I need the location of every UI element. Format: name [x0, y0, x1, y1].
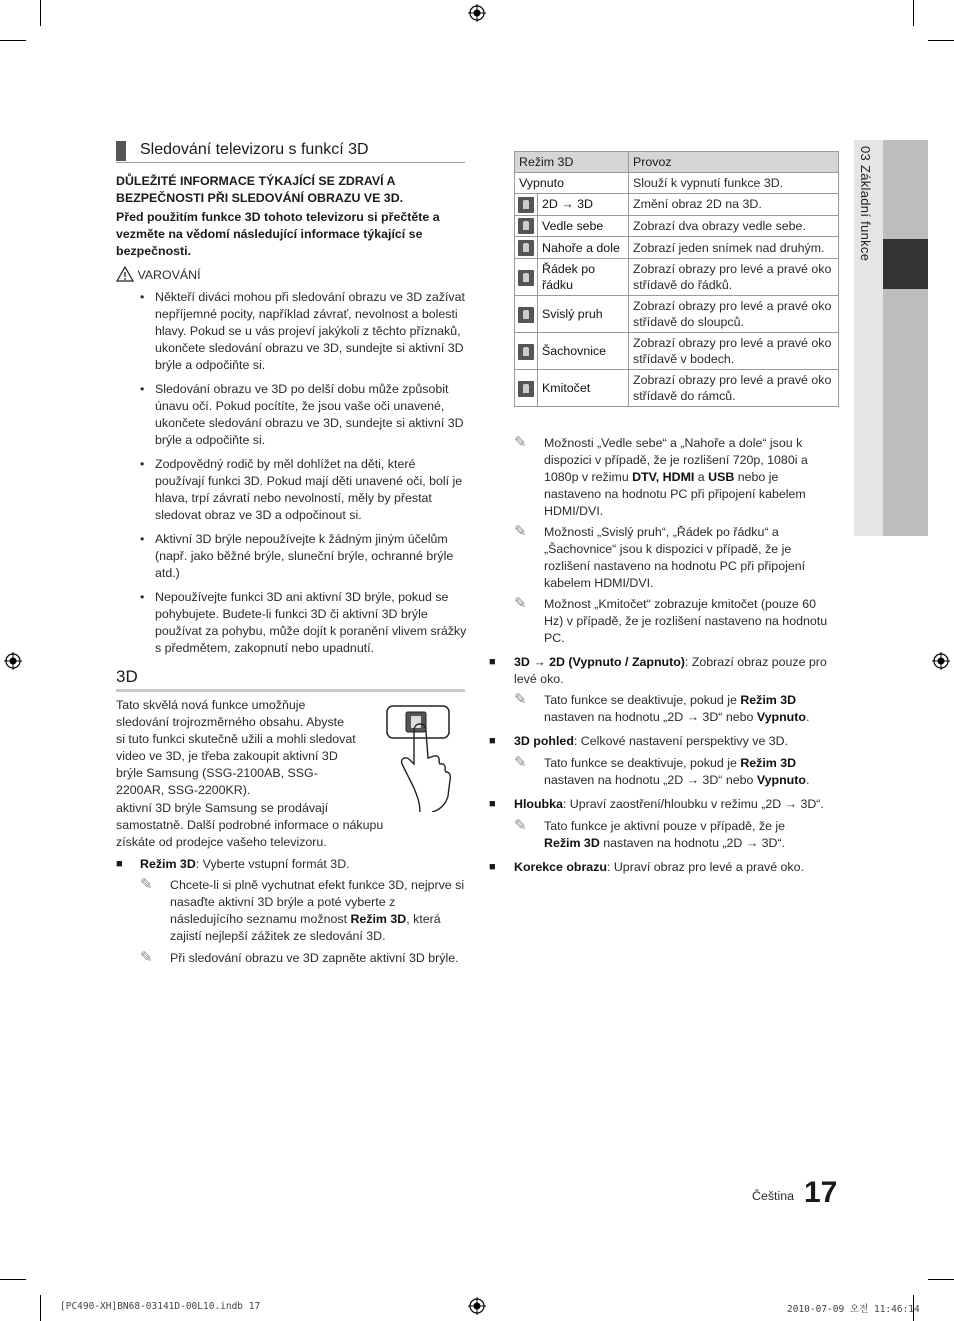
note-frequency: Možnost „Kmitočet“ zobrazuje kmitočet (pouze 60 Hz) v případě, že je rozlišení nastaveno na hodnotu PC. — [544, 597, 828, 645]
safety-intro: Před použitím funkce 3D tohoto televizoru si přečtěte a vezměte na vědomí následující informace týkající se bezpečnosti. — [116, 210, 440, 258]
table-cell-icon — [515, 333, 538, 370]
note-text: Tato funkce se deaktivuje, pokud je — [544, 693, 741, 707]
item-text: : Zobrazí obraz pouze pro levé oko. — [514, 655, 827, 686]
item-text: : Celkové nastavení perspektivy ve 3D. — [573, 734, 789, 748]
note-pencil-icon: ✎ — [140, 876, 153, 893]
section-title — [116, 139, 465, 163]
note-text: a — [694, 470, 709, 484]
note-text: Tato funkce je aktivní pouze v případě, že je — [544, 819, 786, 833]
note-text: nastaven na hodnotu „2D → 3D“ nebo — [544, 710, 757, 724]
registration-mark-icon — [4, 652, 22, 670]
crop-mark — [928, 40, 954, 41]
note-text: . — [805, 773, 810, 787]
chapter-tab-label: 03 Základní funkce — [858, 146, 873, 262]
table-row — [515, 194, 839, 216]
item-3d-view — [514, 733, 834, 750]
table-row — [515, 296, 839, 333]
item-depth — [514, 796, 844, 813]
footer-language: Čeština — [752, 1189, 795, 1203]
note-pencil-icon: ✎ — [514, 523, 527, 540]
note-text: nebo je nastaveno na hodnotu PC při připojení kabelem HDMI/DVI. — [544, 470, 806, 518]
important-heading: DŮLEŽITÉ INFORMACE TÝKAJÍCÍ SE ZDRAVÍ A BEZPEČNOSTI PŘI SLEDOVÁNÍ OBRAZU VE 3D. — [116, 174, 404, 205]
note-text: Chcete-li si plně vychutnat efekt funkce 3D, nejprve si nasaďte aktivní 3D brýle a poté vyberte z následujícího seznamu možnost — [170, 878, 465, 926]
item-text: : Upraví zaostření/hloubku v režimu „2D → 3D“. — [562, 797, 824, 811]
note-bold: Vypnuto — [756, 773, 806, 787]
table-cell-mode: 2D → 3D — [538, 194, 629, 216]
bullet-square-icon: ■ — [116, 858, 123, 870]
table-cell-desc: Zobrazí dva obrazy vedle sebe. — [629, 215, 839, 237]
bullet-square-icon: ■ — [489, 735, 496, 747]
frequency-icon — [518, 381, 534, 397]
table-cell-icon — [515, 259, 538, 296]
table-cell-icon — [515, 296, 538, 333]
item-text: : Upraví obraz pro levé a pravé oko. — [606, 860, 804, 874]
registration-mark-icon — [932, 652, 950, 670]
table-cell-desc: Změní obraz 2D na 3D. — [629, 194, 839, 216]
table-row — [515, 215, 839, 237]
table-cell-mode: Nahoře a dole — [538, 237, 629, 259]
table-cell-desc: Zobrazí obrazy pro levé a pravé oko střídavě do řádků. — [629, 259, 839, 296]
mode-3d-line — [140, 856, 460, 873]
paragraph-3d-glasses: aktivní 3D brýle Samsung se prodávají samostatně. Další podrobné informace o nákupu získáte od prodejce vašeho televizoru. — [116, 801, 384, 849]
bullet-square-icon: ■ — [489, 798, 496, 810]
item-picture-correction — [514, 859, 834, 876]
section-title-text: Sledování televizoru s funkcí 3D — [140, 141, 369, 158]
section-title-bar — [116, 141, 126, 161]
table-cell-icon — [515, 194, 538, 216]
note-side-by-side — [544, 435, 830, 520]
list-item: • Sledování obrazu ve 3D po delší dobu může způsobit únavu očí. Pokud pocítíte, že jsou vaše oči unavené, ukončete sledování obrazu ve 3D, sundejte si aktivní 3D brýle a odpočiňte si. — [140, 381, 468, 449]
note-deactivate — [544, 692, 834, 726]
note-text: Možnosti „Vedle sebe“ a „Nahoře a dole“ jsou k dispozici v případě, že je rozlišení 720p, 1080i a 1080p v režimu — [544, 436, 808, 484]
table-cell-mode: Kmitočet — [538, 370, 629, 407]
list-item: • Aktivní 3D brýle nepoužívejte k žádným jiným účelům (např. jako běžné brýle, sluneční brýle, ochranné brýle atd.) — [140, 531, 468, 582]
table-row — [515, 173, 839, 194]
table-cell-mode: Svislý pruh — [538, 296, 629, 333]
item-3d-to-2d — [514, 654, 834, 688]
note-text: , která zajistí nejlepší zážitek ze sledování 3D. — [170, 912, 441, 943]
list-item: • Nepoužívejte funkci 3D ani aktivní 3D brýle, pokud se pohybujete. Budete-li funkci 3D či aktivní 3D brýle používat za pohybu, může dojít k poranění vlivem srážky s předmětem, zakopnutí nebo upadnutí. — [140, 589, 468, 657]
note-deactivate — [544, 755, 834, 789]
note-bold: Režim 3D — [544, 836, 600, 850]
crop-mark — [40, 1295, 41, 1321]
item-label: Hloubka — [514, 797, 563, 811]
crop-mark — [913, 0, 914, 26]
note-glasses-tip — [170, 877, 465, 945]
table-header-row — [515, 152, 839, 173]
mode-2d-3d-icon — [518, 197, 534, 213]
note-depth-active — [544, 818, 814, 852]
note-text: . — [805, 710, 810, 724]
table-cell-desc: Slouží k vypnutí funkce 3D. — [629, 173, 839, 194]
mode-3d-table — [514, 151, 839, 407]
table-cell-icon — [515, 215, 538, 237]
note-bold: DTV, HDMI — [632, 470, 695, 484]
item-label: 3D → 2D (Vypnuto / Zapnuto) — [514, 655, 685, 669]
line-by-line-icon — [518, 270, 534, 286]
note-pencil-icon: ✎ — [514, 595, 527, 612]
table-cell-mode: Řádek po řádku — [538, 259, 629, 296]
heading-3d: 3D — [116, 667, 465, 692]
list-item: • Někteří diváci mohou při sledování obrazu ve 3D zažívat nepříjemné pocity, například závrať, nevolnost a bolesti hlavy. Pokud se u vás projeví jakýkoli z těchto příznaků, ukončete sledování obrazu ve 3D, sundejte si aktivní 3D brýle a odpočiňte si. — [140, 289, 468, 374]
table-row — [515, 333, 839, 370]
note-pencil-icon: ✎ — [514, 817, 527, 834]
vertical-stripe-icon — [518, 307, 534, 323]
side-by-side-icon — [518, 218, 534, 234]
print-file-info: [PC490-XH]BN68-03141D-00L10.indb 17 — [60, 1301, 261, 1312]
note-pencil-icon: ✎ — [140, 949, 153, 966]
note-pencil-icon: ✎ — [514, 691, 527, 708]
table-header-cell: Provoz — [629, 152, 839, 173]
crop-mark — [928, 1279, 954, 1280]
table-cell-desc: Zobrazí obrazy pro levé a pravé oko střídavě v bodech. — [629, 333, 839, 370]
table-row — [515, 259, 839, 296]
top-bottom-icon — [518, 240, 534, 256]
warning-list — [140, 289, 468, 664]
note-bold: USB — [708, 470, 735, 484]
note-turn-on-glasses: Při sledování obrazu ve 3D zapněte aktivní 3D brýle. — [170, 951, 459, 965]
note-bold: Vypnuto — [756, 710, 806, 724]
registration-mark-icon — [468, 1297, 486, 1315]
bullet-square-icon: ■ — [489, 656, 496, 668]
table-cell-mode: Vypnuto — [515, 173, 629, 194]
crop-mark — [0, 1279, 26, 1280]
note-text: nastaven na hodnotu „2D → 3D“. — [599, 836, 786, 850]
table-row — [515, 237, 839, 259]
chapter-tab-strip — [883, 140, 928, 536]
note-bold: Režim 3D — [740, 693, 797, 707]
warning-triangle-icon — [116, 266, 134, 282]
note-pencil-icon: ✎ — [514, 434, 527, 451]
warning-label: VAROVÁNÍ — [137, 268, 201, 282]
registration-mark-icon — [468, 4, 486, 22]
page-number: 17 — [804, 1176, 838, 1209]
item-label: Korekce obrazu — [514, 860, 607, 874]
paragraph-3d-intro: Tato skvělá nová funkce umožňuje sledování trojrozměrného obsahu. Abyste si tuto funkci skutečně užili a mohli sledovat video ve 3D, je třeba zakoupit aktivní 3D brýle Samsung (SSG-2100AB, SSG-2200AR, SSG-2200KR). — [116, 698, 356, 797]
bullet-square-icon: ■ — [489, 861, 496, 873]
table-cell-icon — [515, 370, 538, 407]
note-bold: Režim 3D — [740, 756, 797, 770]
table-row — [515, 370, 839, 407]
mode-3d-label: Režim 3D — [140, 857, 196, 871]
table-cell-desc: Zobrazí obrazy pro levé a pravé oko střídavě do rámců. — [629, 370, 839, 407]
note-mode-label: Režim 3D — [350, 912, 407, 926]
table-header-cell: Režim 3D — [515, 152, 629, 173]
item-label: 3D pohled — [514, 734, 574, 748]
note-text: nastaven na hodnotu „2D → 3D“ nebo — [544, 773, 757, 787]
note-text: Tato funkce se deaktivuje, pokud je — [544, 756, 741, 770]
checker-board-icon — [518, 344, 534, 360]
warning-line — [116, 266, 201, 284]
chapter-tab-marker — [883, 239, 928, 289]
note-vertical-stripe: Možnosti „Svislý pruh“, „Řádek po řádku“ a „Šachovnice“ jsou k dispozici v případě, že je rozlišení nastaveno na hodnotu PC při připojení kabelem HDMI/DVI. — [544, 525, 806, 590]
crop-mark — [0, 40, 26, 41]
note-pencil-icon: ✎ — [514, 754, 527, 771]
remote-hand-icon — [384, 700, 454, 812]
table-cell-icon — [515, 237, 538, 259]
table-cell-mode: Šachovnice — [538, 333, 629, 370]
table-cell-mode: Vedle sebe — [538, 215, 629, 237]
table-cell-desc: Zobrazí jeden snímek nad druhým. — [629, 237, 839, 259]
table-cell-desc: Zobrazí obrazy pro levé a pravé oko střídavě do sloupců. — [629, 296, 839, 333]
print-timestamp: 2010-07-09 오전 11:46:14 — [787, 1304, 920, 1315]
list-item: • Zodpovědný rodič by měl dohlížet na děti, které používají funkci 3D. Pokud mají děti unavené oči, bolí je hlava, trpí závratí nebo nevolností, měly by přestat sledovat obraz ve 3D a odpočinout si. — [140, 456, 468, 524]
crop-mark — [40, 0, 41, 26]
mode-3d-text: : Vyberte vstupní formát 3D. — [195, 857, 350, 871]
